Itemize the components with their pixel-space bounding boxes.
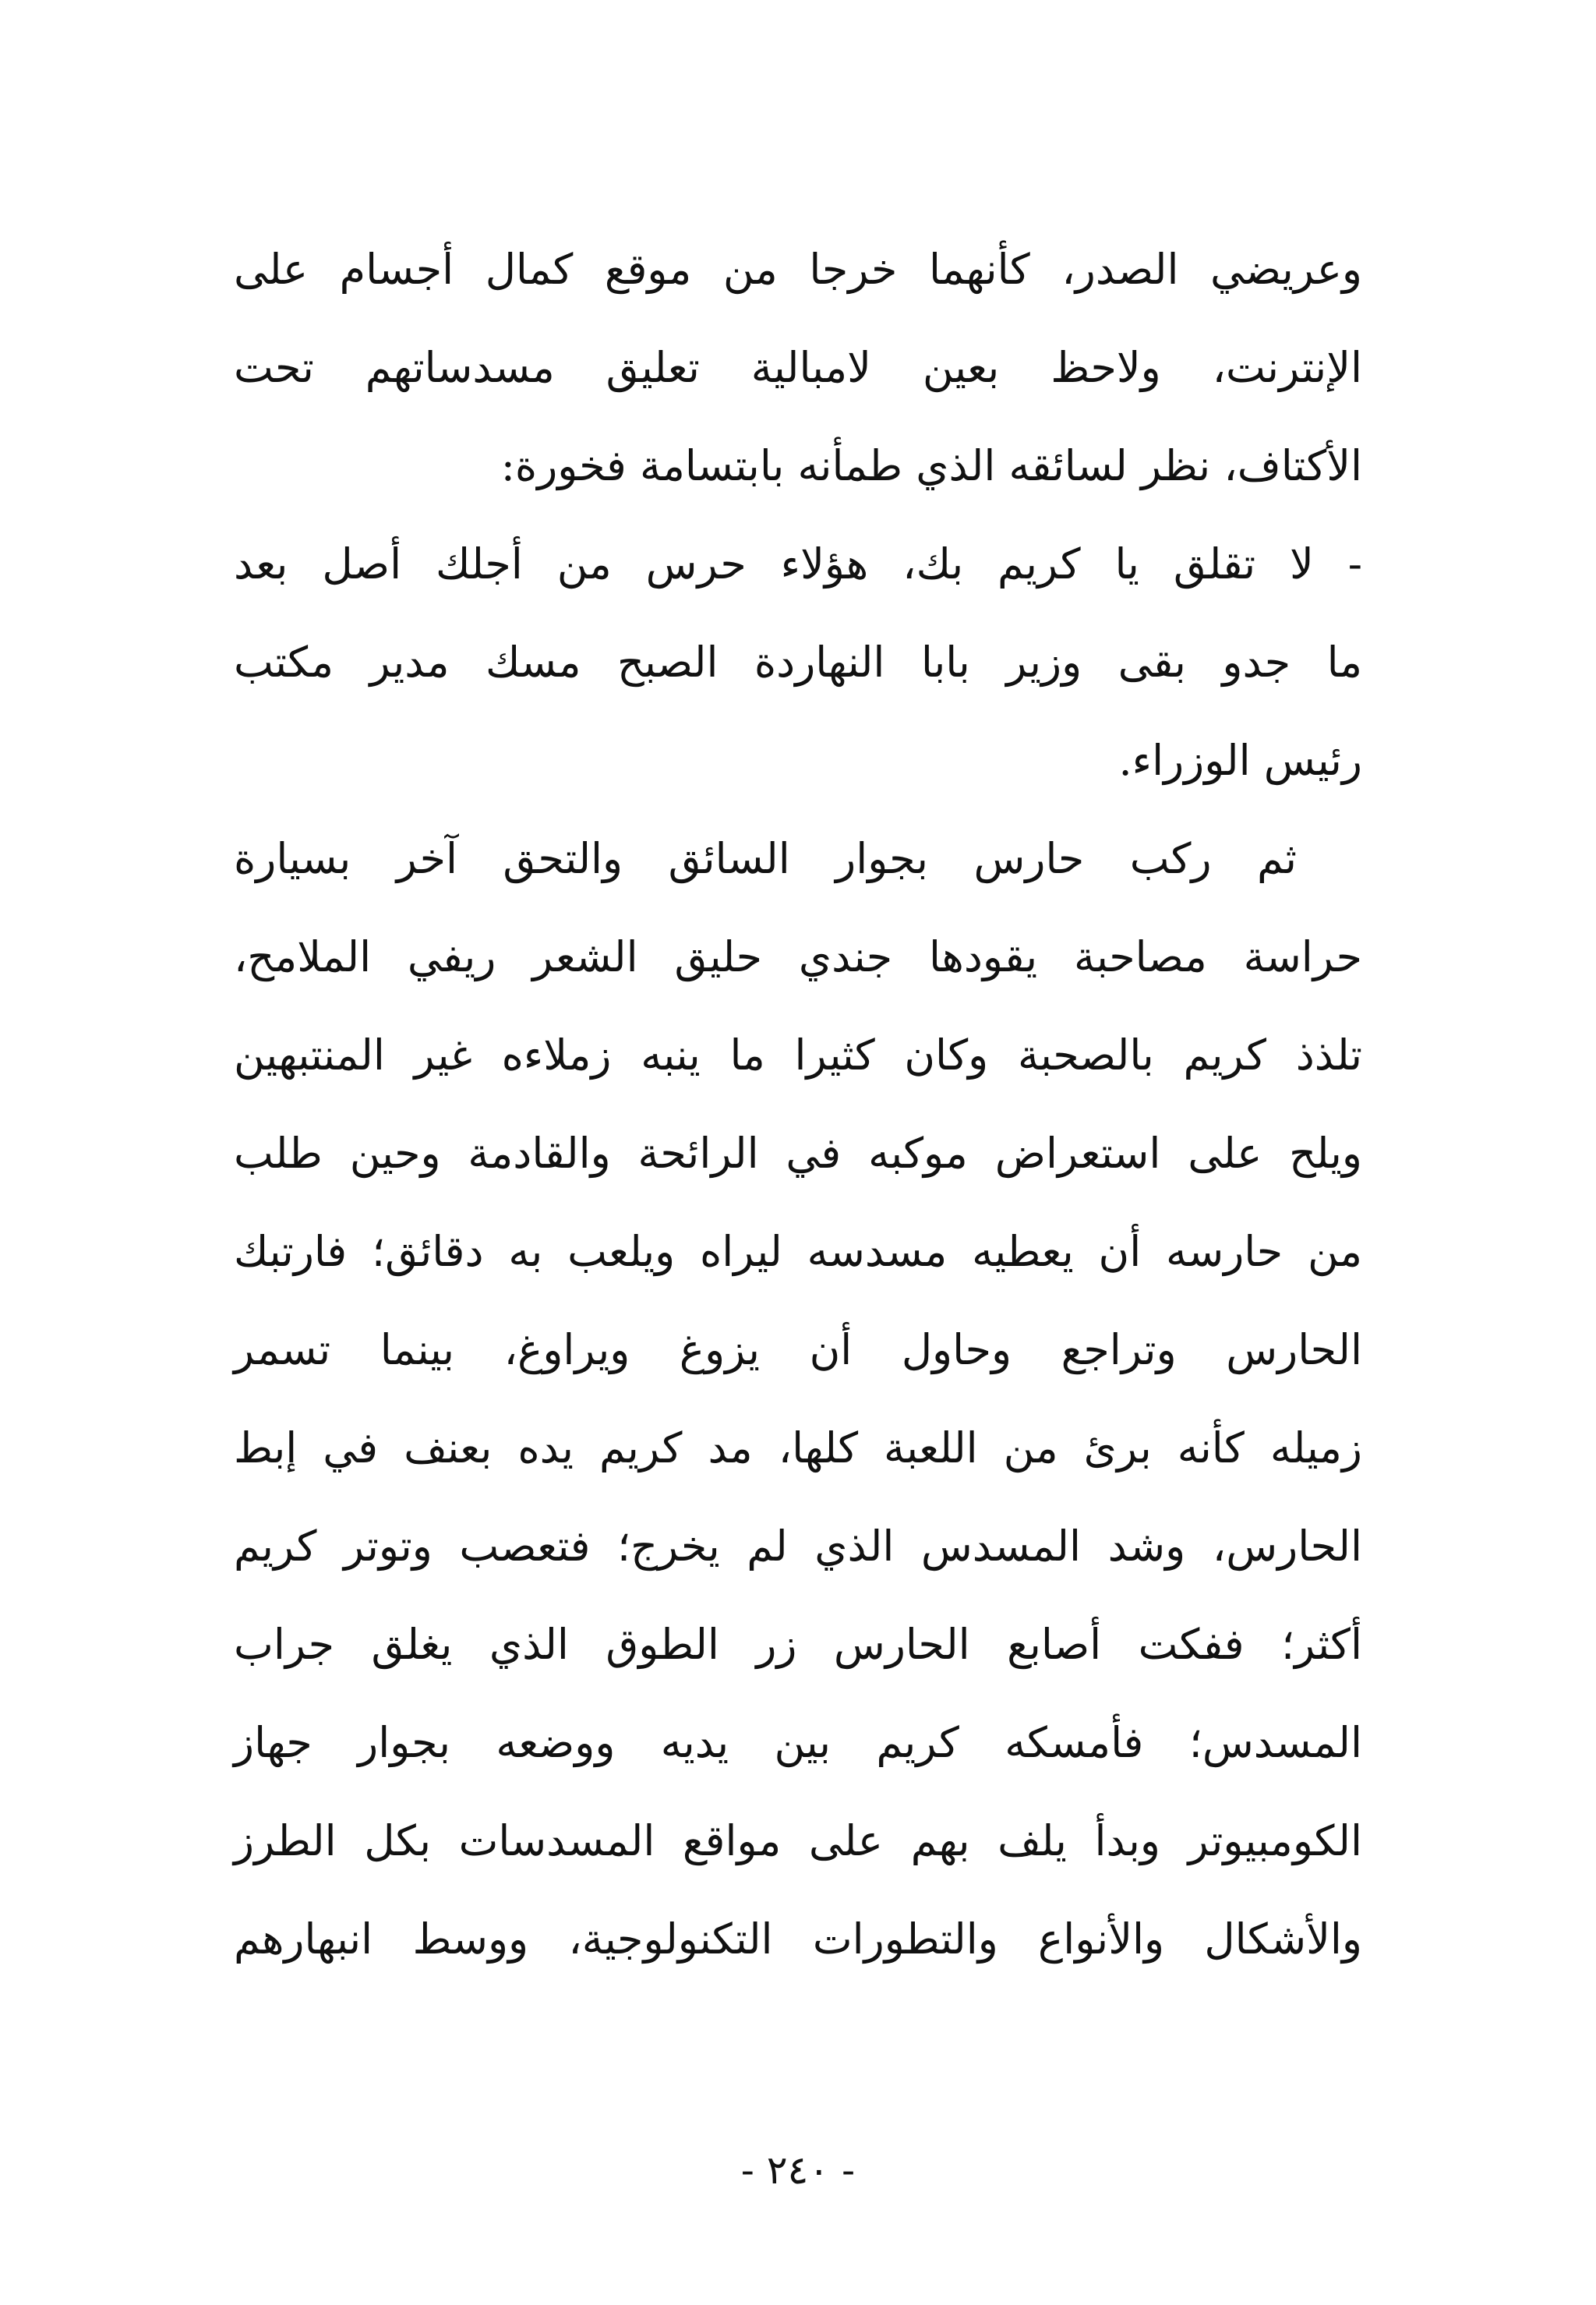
text-line: الإنترنت، ولاحظ بعين لامبالية تعليق مسدساتهم تحت <box>234 343 1362 392</box>
text-line: الكومبيوتر وبدأ يلف بهم على مواقع المسدسات بكل الطرز <box>234 1816 1362 1865</box>
text-line: من حارسه أن يعطيه مسدسه ليراه ويلعب به دقائق؛ فارتبك <box>234 1227 1362 1276</box>
paragraph-end-line: رئيس الوزراء. <box>1118 736 1362 785</box>
dialogue-line: - لا تقلق يا كريم بك، هؤلاء حرس من أجلك أصل بعد <box>234 539 1362 589</box>
text-line: زميله كأنه برئ من اللعبة كلها، مد كريم يده بعنف في إبط <box>234 1423 1362 1472</box>
text-line: الحارس، وشد المسدس الذي لم يخرج؛ فتعصب وتوتر كريم <box>234 1522 1362 1571</box>
text-line: وعريضي الصدر، كأنهما خرجا من موقع كمال أجسام على <box>234 245 1362 294</box>
text-line: ويلح على استعراض موكبه في الرائحة والقادمة وحين طلب <box>234 1129 1362 1178</box>
text-line: أكثر؛ ففكت أصابع الحارس زر الطوق الذي يغلق جراب <box>234 1620 1362 1669</box>
text-line: الأكتاف، نظر لسائقه الذي طمأنه بابتسامة فخورة: <box>500 441 1362 490</box>
paragraph-start-line: ثم ركب حارس بجوار السائق والتحق آخر بسيارة <box>234 834 1297 883</box>
text-line: المسدس؛ فأمسكه كريم بين يديه ووضعه بجوار جهاز <box>234 1718 1362 1767</box>
text-line: ما جدو بقى وزير بابا النهاردة الصبح مسك مدير مكتب <box>234 638 1362 687</box>
page-number: - ٢٤٠ - <box>740 2148 856 2193</box>
text-line: الحارس وتراجع وحاول أن يزوغ ويراوغ، بينما تسمر <box>234 1325 1362 1374</box>
text-line: تلذذ كريم بالصحبة وكان كثيرا ما ينبه زملاءه غير المنتبهين <box>234 1031 1362 1080</box>
page-body-text <box>234 221 1362 1989</box>
text-line: والأشكال والأنواع والتطورات التكنولوجية، ووسط انبهارهم <box>234 1914 1362 1964</box>
text-line: حراسة مصاحبة يقودها جندي حليق الشعر ريفي الملامح، <box>234 932 1362 981</box>
